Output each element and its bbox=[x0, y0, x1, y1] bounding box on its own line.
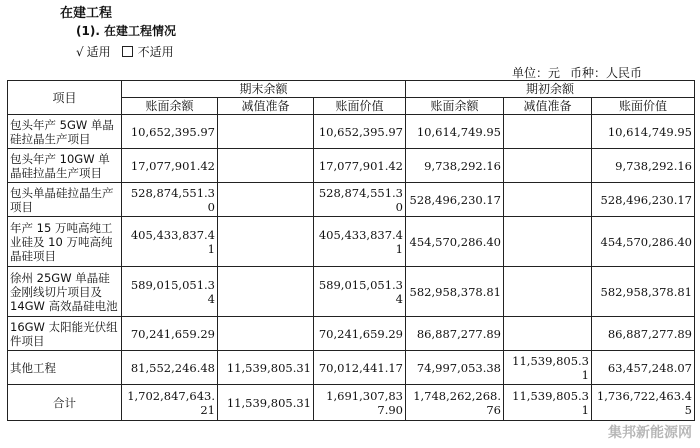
cell-end-value: 17,077,901.42 bbox=[314, 149, 406, 183]
cell-start-value: 9,738,292.16 bbox=[592, 149, 695, 183]
cell-start-value: 528,496,230.17 bbox=[592, 183, 695, 217]
cell-start-value: 63,457,248.07 bbox=[592, 351, 695, 385]
cell-end-balance: 17,077,901.42 bbox=[122, 149, 218, 183]
table-row bbox=[8, 183, 695, 217]
cell-start-balance: 9,738,292.16 bbox=[406, 149, 504, 183]
cell-end-impairment: 11,539,805.31 bbox=[218, 351, 314, 385]
header-end-impairment: 减值准备 bbox=[218, 98, 314, 115]
table-row bbox=[8, 149, 695, 183]
cell-start-balance: 10,614,749.95 bbox=[406, 115, 504, 149]
cell-start-balance: 582,958,378.81 bbox=[406, 267, 504, 317]
construction-in-progress-table bbox=[7, 80, 695, 421]
cell-start-balance: 454,570,286.40 bbox=[406, 217, 504, 267]
cell-end-impairment bbox=[218, 183, 314, 217]
project-name: 包头单晶硅拉晶生产项目 bbox=[8, 183, 122, 217]
cell-start-balance: 86,887,277.89 bbox=[406, 317, 504, 351]
applicability-row bbox=[76, 43, 174, 60]
cell-start-value: 582,958,378.81 bbox=[592, 267, 695, 317]
unit-label: 单位：元 bbox=[511, 66, 560, 80]
cell-start-balance: 528,496,230.17 bbox=[406, 183, 504, 217]
applicable-label: 适用 bbox=[86, 45, 111, 59]
cell-end-balance: 405,433,837.41 bbox=[122, 217, 218, 267]
header-end-book-value: 账面价值 bbox=[314, 98, 406, 115]
unit-row bbox=[512, 64, 642, 81]
table-row bbox=[8, 317, 695, 351]
cell-end-value: 405,433,837.41 bbox=[314, 217, 406, 267]
cell-start-balance: 1,748,262,268.76 bbox=[406, 385, 504, 421]
cell-end-value: 1,691,307,837.90 bbox=[314, 385, 406, 421]
not-applicable-label: 不适用 bbox=[137, 45, 174, 59]
cell-end-balance: 81,552,246.48 bbox=[122, 351, 218, 385]
watermark: 集邦新能源网 bbox=[608, 425, 692, 441]
subsection-title: (1). 在建工程情况 bbox=[76, 24, 177, 38]
project-name: 16GW 太阳能光伏组件项目 bbox=[8, 317, 122, 351]
cell-start-impairment bbox=[504, 317, 592, 351]
cell-end-value: 70,012,441.17 bbox=[314, 351, 406, 385]
header-item: 项目 bbox=[8, 81, 122, 115]
table-row bbox=[8, 217, 695, 267]
table-row bbox=[8, 115, 695, 149]
cell-end-balance: 589,015,051.34 bbox=[122, 267, 218, 317]
header-start-book-balance: 账面余额 bbox=[406, 98, 504, 115]
cell-end-balance: 1,702,847,643.21 bbox=[122, 385, 218, 421]
header-start-impairment: 减值准备 bbox=[504, 98, 592, 115]
total-label: 合计 bbox=[8, 385, 122, 421]
project-name: 包头年产 5GW 单晶硅拉晶生产项目 bbox=[8, 115, 122, 149]
total-row bbox=[8, 385, 695, 421]
cell-start-balance: 74,997,053.38 bbox=[406, 351, 504, 385]
cell-start-value: 454,570,286.40 bbox=[592, 217, 695, 267]
cell-start-impairment bbox=[504, 183, 592, 217]
cell-end-value: 589,015,051.34 bbox=[314, 267, 406, 317]
cell-end-balance: 10,652,395.97 bbox=[122, 115, 218, 149]
header-end-book-balance: 账面余额 bbox=[122, 98, 218, 115]
cell-end-impairment bbox=[218, 267, 314, 317]
header-period-end: 期末余额 bbox=[122, 81, 406, 98]
cell-end-impairment: 11,539,805.31 bbox=[218, 385, 314, 421]
currency-label: 币种：人民币 bbox=[569, 66, 642, 80]
header-period-start: 期初余额 bbox=[406, 81, 695, 98]
cell-end-value: 70,241,659.29 bbox=[314, 317, 406, 351]
project-name: 其他工程 bbox=[8, 351, 122, 385]
cell-end-impairment bbox=[218, 217, 314, 267]
cell-end-value: 528,874,551.30 bbox=[314, 183, 406, 217]
cell-end-value: 10,652,395.97 bbox=[314, 115, 406, 149]
cell-start-impairment bbox=[504, 217, 592, 267]
check-mark-icon: √ bbox=[76, 44, 84, 59]
cell-end-impairment bbox=[218, 317, 314, 351]
project-name: 包头年产 10GW 单晶硅拉晶生产项目 bbox=[8, 149, 122, 183]
cell-start-impairment bbox=[504, 149, 592, 183]
cell-start-impairment: 11,539,805.31 bbox=[504, 385, 592, 421]
header-start-book-value: 账面价值 bbox=[592, 98, 695, 115]
project-name: 年产 15 万吨高纯工业硅及 10 万吨高纯晶硅项目 bbox=[8, 217, 122, 267]
cell-start-impairment bbox=[504, 115, 592, 149]
cell-end-impairment bbox=[218, 115, 314, 149]
table-row bbox=[8, 267, 695, 317]
cell-start-value: 1,736,722,463.45 bbox=[592, 385, 695, 421]
cell-end-balance: 70,241,659.29 bbox=[122, 317, 218, 351]
cell-start-impairment bbox=[504, 267, 592, 317]
cell-end-impairment bbox=[218, 149, 314, 183]
cell-end-balance: 528,874,551.30 bbox=[122, 183, 218, 217]
checkbox-icon bbox=[122, 46, 133, 57]
project-name: 徐州 25GW 单晶硅金刚线切片项目及 14GW 高效晶硅电池 bbox=[8, 267, 122, 317]
cell-start-impairment: 11,539,805.31 bbox=[504, 351, 592, 385]
cell-start-value: 10,614,749.95 bbox=[592, 115, 695, 149]
section-title: 在建工程 bbox=[60, 6, 113, 21]
table-row bbox=[8, 351, 695, 385]
cell-start-value: 86,887,277.89 bbox=[592, 317, 695, 351]
